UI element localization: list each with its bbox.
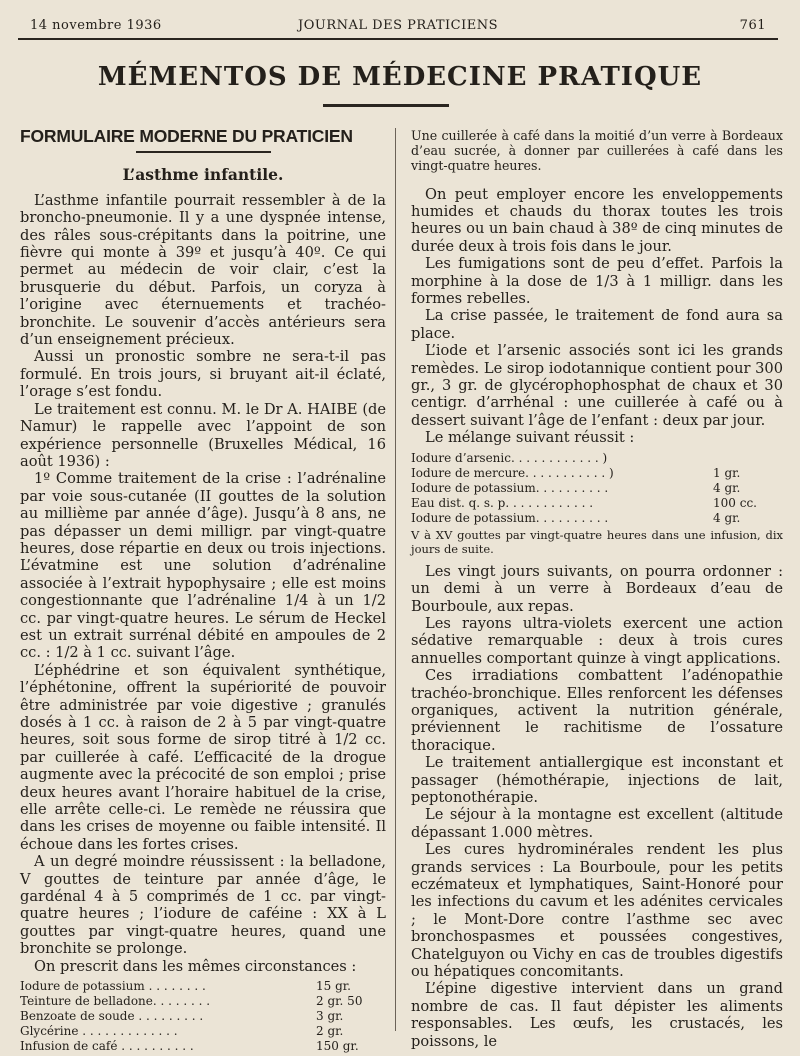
right-column	[411, 128, 783, 1050]
article-subtitle: L’asthme infantile.	[122, 165, 284, 185]
paragraph: 1º Comme traitement de la crise : l’adrénaline par voie sous-cutanée (II gouttes de la solution au millième par année d’âge). Jusqu’à 8 ans, ne pas dépasser un demi milligr. par vingt-quatre heures, dose répartie en deux ou trois injections. L’évatmine est une solution d’adrénaline associée à l’extrait hypophysaire ; elle est moins congestionnante que l’adrénaline 1/4 à un 1/2 cc. par vingt-quatre heures. Le sérum de Heckel est un extrait surrénal débité en ampoules de 2 cc. : 1/2 à 1 cc. suivant l’âge.	[20, 470, 386, 662]
formula-dose: 3 gr.	[316, 1009, 344, 1024]
formula-dose: 2 gr.	[316, 1024, 344, 1039]
formula-list	[20, 979, 386, 1054]
title-rule	[323, 104, 449, 107]
formula-row	[411, 466, 783, 481]
running-header	[30, 18, 766, 36]
paragraph: L’éphédrine et son équivalent synthétique, l’éphétonine, offrent la supériorité de pouvoir être administrée par voie digestive ; granulés dosés à 1 cc. à raison de 2 à 5 par vingt-quatre heures, soit sous forme de sirop titré à 1/2 cc. par cuillerée à café. L’efficacité de la drogue augmente avec la précocité de son emploi ; prise deux heures avant l’horaire habituel de la crise, elle arrête celle-ci. Le remède ne réussira que dans les crises de moyenne ou faible intensité. Il échoue dans les fortes crises.	[20, 661, 386, 853]
paragraph: Le traitement est connu. M. le Dr A. HAIBE (de Namur) le rappelle avec l’appoint de son expérience personnelle (Bruxelles Médical, 16 août 1936) :	[20, 400, 386, 470]
formula-dose: 150 gr.	[316, 1039, 359, 1054]
paragraph: Aussi un pronostic sombre ne sera-t-il pas formulé. En trois jours, si bruyant ait-il éclaté, l’orage s’est fondu.	[20, 348, 386, 401]
paragraph: La crise passée, le traitement de fond aura sa place.	[411, 307, 783, 342]
paragraph: Les vingt jours suivants, on pourra ordonner : un demi à un verre à Bordeaux d’eau de Bourboule, aux repas.	[411, 562, 783, 615]
formula-row	[411, 451, 783, 466]
formula-dose: 1 gr.	[713, 465, 741, 480]
column-divider	[395, 128, 396, 1031]
formula-dose: 2 gr. 50	[316, 994, 363, 1009]
paragraph: Le séjour à la montagne est excellent (altitude dépassant 1.000 mètres.	[411, 806, 783, 841]
left-column	[20, 128, 386, 1056]
formula-dose: 4 gr.	[713, 480, 741, 495]
page-number: 761	[739, 18, 766, 33]
paragraph: Le mélange suivant réussit :	[425, 429, 635, 447]
header-date: 14 novembre 1936	[30, 18, 162, 33]
paragraph: Ces irradiations combattent l’adénopathie trachéo-bronchique. Elles renforcent les défenses organiques, activent la nutrition générale, préviennent le rachitisme de l’ossature thoracique.	[411, 667, 783, 754]
formula-list	[411, 451, 783, 526]
formula-row	[20, 1039, 386, 1054]
paragraph: A un degré moindre réussissent : la belladone, V gouttes de teinture par année d’âge, le gardénal 4 à 5 comprimés de 1 cc. par vingt-quatre heures ; l’iodure de caféine : XX à L gouttes par vingt-quatre heures, quand une bronchite se prolonge.	[20, 853, 386, 958]
formula-dose: 100 cc.	[713, 495, 757, 510]
paragraph: Une cuillerée à café dans la moitié d’un verre à Bordeaux d’eau sucrée, à donner par cuillerées à café dans les vingt-quatre heures.	[411, 128, 783, 174]
formula-ingredient: Infusion de café . . . . . . . . . .	[20, 1039, 194, 1054]
formula-note: V à XV gouttes par vingt-quatre heures dans une infusion, dix jours de suite.	[411, 527, 783, 556]
formula-row	[411, 511, 783, 526]
formula-row	[411, 481, 783, 496]
formula-ingredient: Iodure de potassium . . . . . . . .	[20, 979, 206, 994]
formula-ingredient: Eau dist. q. s. p. . . . . . . . . . . .	[411, 495, 594, 510]
formula-ingredient: Iodure de potassium. . . . . . . . . .	[411, 510, 609, 525]
formula-dose: 15 gr.	[316, 979, 351, 994]
formula-dose: 4 gr.	[713, 510, 741, 525]
section-rule	[136, 151, 271, 153]
paragraph: On peut employer encore les enveloppements humides et chauds du thorax toutes les trois heures ou un bain chaud à 38º de cinq minutes de durée deux à trois fois dans le jour.	[411, 185, 783, 255]
formula-row	[20, 994, 386, 1009]
formula-row	[20, 979, 386, 994]
section-title: FORMULAIRE MODERNE DU PRATICIEN	[20, 126, 353, 146]
paragraph: L’asthme infantile pourrait ressembler à de la broncho-pneumonie. Il y a une dyspnée intense, des râles sous-crépitants dans la poitrine, une fièvre qui monte à 39º et jusqu’à 40º. Ce qui permet au médecin de voir clair, c’est la brusquerie du début. Parfois, un coryza à l’origine avec éternuements et trachéo-bronchite. Le souvenir d’accès antérieurs sera d’un enseignement précieux.	[20, 191, 386, 349]
paragraph: L’épine digestive intervient dans un grand nombre de cas. Il faut dépister les aliments responsables. Les œufs, les crustacés, les poissons, le	[411, 980, 783, 1050]
formula-ingredient: Teinture de belladone. . . . . . . .	[20, 994, 211, 1009]
formula-row	[20, 1009, 386, 1024]
paragraph: Les cures hydrominérales rendent les plus grands services : La Bourboule, pour les petits eczémateux et lymphatiques, Saint-Honoré pour les infections du cavum et les adénites cervicales ; le Mont-Dore contre l’asthme sec avec bronchospasmes et poussées congestives, Chatelguyon ou Vichy en cas de troubles digestifs ou hépatiques concomitants.	[411, 841, 783, 981]
formula-row	[20, 1024, 386, 1039]
formula-ingredient: Iodure de potassium. . . . . . . . . .	[411, 480, 609, 495]
paragraph: Le traitement antiallergique est inconstant et passager (hémothérapie, injections de lait, peptonothérapie.	[411, 754, 783, 806]
paragraph: Les rayons ultra-violets exercent une action sédative remarquable : deux à trois cures annuelles comportant quinze à vingt applications.	[411, 614, 783, 667]
header-journal-name: JOURNAL DES PRATICIENS	[298, 18, 498, 33]
formula-ingredient: Iodure d’arsenic. . . . . . . . . . . . )	[411, 450, 608, 465]
formula-ingredient: Glycérine . . . . . . . . . . . . .	[20, 1024, 178, 1039]
formula-ingredient: Benzoate de soude . . . . . . . . .	[20, 1009, 204, 1024]
paragraph: Les fumigations sont de peu d’effet. Parfois la morphine à la dose de 1/3 à 1 milligr. dans les formes rebelles.	[411, 255, 783, 308]
formula-ingredient: Iodure de mercure. . . . . . . . . . . )	[411, 465, 614, 480]
formula-row	[411, 496, 783, 511]
header-rule	[18, 38, 778, 40]
page-title: MÉMENTOS DE MÉDECINE PRATIQUE	[97, 62, 703, 92]
paragraph: L’iode et l’arsenic associés sont ici les grands remèdes. Le sirop iodotannique contient pour 300 gr., 3 gr. de glycérophophosphat de chaux et 30 centigr. d’arrhénal : une cuillerée à café ou à dessert suivant l’âge de l’enfant : deux par jour.	[411, 342, 783, 429]
paragraph: On prescrit dans les mêmes circonstances :	[34, 957, 357, 975]
